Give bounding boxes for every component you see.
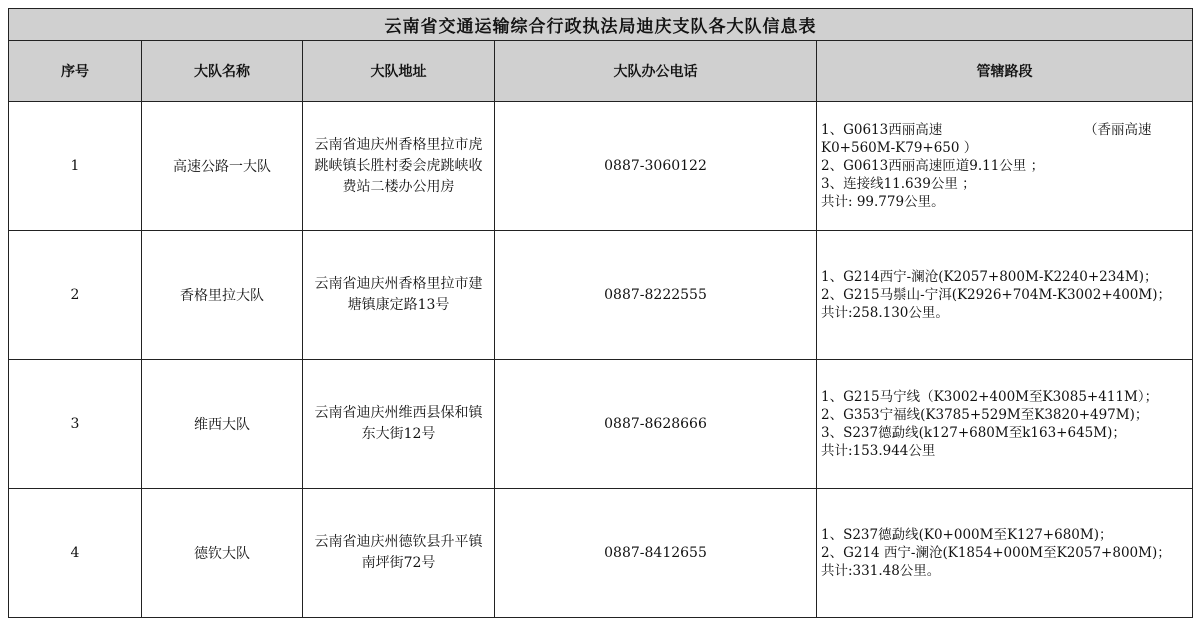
table-row — [9, 231, 1193, 360]
route-line: 3、S237德勐线(k127+680M至k163+645M)； — [821, 425, 1126, 441]
route-line: 2、G353宁福线(K3785+529M至K3820+497M)； — [821, 407, 1149, 423]
route-total: 共计:258.130公里。 — [821, 305, 949, 321]
route-line: 1、G214西宁-澜沧(K2057+800M-K2240+234M)； — [821, 269, 1158, 285]
route-total: 共计:153.944公里 — [821, 443, 936, 459]
header-name: 大队名称 — [142, 41, 303, 102]
row-address: 云南省迪庆州香格里拉市虎跳峡镇长胜村委会虎跳峡收费站二楼办公用房 — [303, 102, 495, 231]
table-row — [9, 360, 1193, 489]
row-phone: 0887-8628666 — [495, 360, 817, 489]
route-line: 2、G214 西宁-澜沧(K1854+000M至K2057+800M)； — [821, 545, 1171, 561]
row-phone: 0887-3060122 — [495, 102, 817, 231]
row-name: 维西大队 — [142, 360, 303, 489]
route-total: 共计:331.48公里。 — [821, 563, 941, 579]
route-total: 共计: 99.779公里。 — [821, 194, 945, 210]
row-address: 云南省迪庆州香格里拉市建塘镇康定路13号 — [303, 231, 495, 360]
info-table — [8, 8, 1193, 618]
row-no: 1 — [9, 102, 142, 231]
row-routes — [817, 360, 1193, 489]
route-line: 2、G0613西丽高速匝道9.11公里 ； — [821, 158, 1045, 174]
route-line: 1、S237德勐线(K0+000M至K127+680M)； — [821, 527, 1113, 543]
row-address: 云南省迪庆州维西县保和镇东大街12号 — [303, 360, 495, 489]
row-name: 香格里拉大队 — [142, 231, 303, 360]
row-name: 德钦大队 — [142, 489, 303, 618]
table-row — [9, 489, 1193, 618]
table-row — [9, 102, 1193, 231]
route-line: 1、G0613西丽高速 （香丽高速K0+560M-K79+650 ） — [821, 122, 1152, 156]
row-phone: 0887-8222555 — [495, 231, 817, 360]
header-row — [9, 41, 1193, 102]
route-line: 3、连接线11.639公里 ； — [821, 176, 976, 192]
route-line: 1、G215马宁线（K3002+400M至K3085+411M）； — [821, 389, 1159, 405]
row-name: 高速公路一大队 — [142, 102, 303, 231]
row-routes — [817, 102, 1193, 231]
header-routes: 管辖路段 — [817, 41, 1193, 102]
row-phone: 0887-8412655 — [495, 489, 817, 618]
header-address: 大队地址 — [303, 41, 495, 102]
route-line: 2、G215马鬃山-宁洱(K2926+704M-K3002+400M)； — [821, 287, 1171, 303]
row-no: 4 — [9, 489, 142, 618]
row-address: 云南省迪庆州德钦县升平镇南坪街72号 — [303, 489, 495, 618]
row-no: 3 — [9, 360, 142, 489]
table-title: 云南省交通运输综合行政执法局迪庆支队各大队信息表 — [9, 9, 1193, 41]
row-routes — [817, 231, 1193, 360]
row-no: 2 — [9, 231, 142, 360]
row-routes — [817, 489, 1193, 618]
header-no: 序号 — [9, 41, 142, 102]
info-table-sheet — [8, 8, 1192, 610]
header-phone: 大队办公电话 — [495, 41, 817, 102]
